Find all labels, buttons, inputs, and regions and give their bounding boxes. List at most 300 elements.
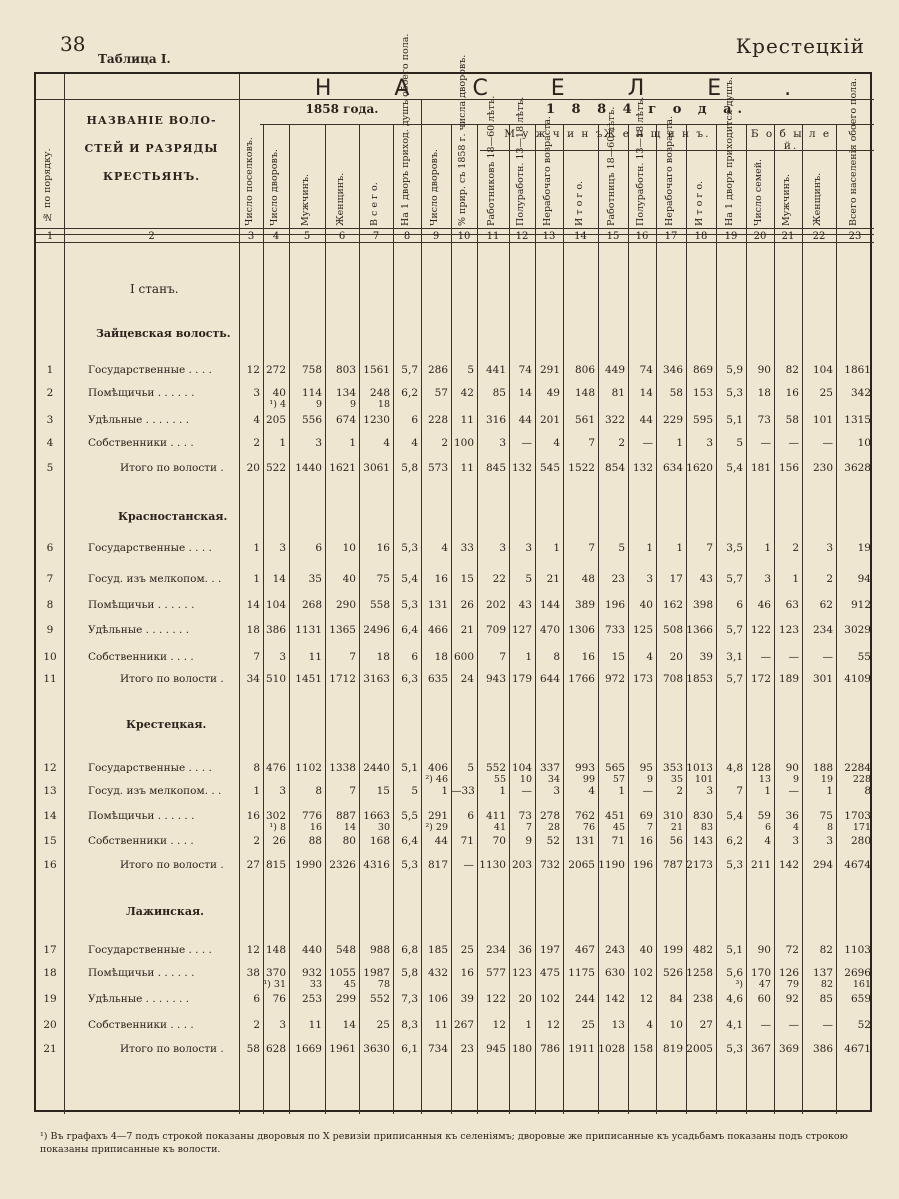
data-cell: 302 — [265, 810, 286, 822]
page-number: 38 — [60, 32, 86, 56]
data-cell: 73 — [518, 810, 532, 822]
data-cell: 4674 — [844, 859, 871, 871]
data-cell: 290 — [335, 599, 356, 611]
row-label: Государственные . . . . — [88, 364, 212, 376]
data-cell: 132 — [632, 462, 653, 474]
data-cell: 854 — [604, 462, 625, 474]
data-cell: 522 — [265, 462, 286, 474]
data-cell: 5,7 — [726, 573, 743, 585]
row-number: 6 — [46, 542, 54, 554]
column-line — [746, 124, 747, 1114]
data-cell: 5 — [525, 573, 532, 585]
data-cell: 35 — [308, 573, 322, 585]
data-cell: 6,2 — [401, 387, 418, 399]
data-sub-cell: 16 — [309, 822, 322, 833]
header-names-2: СТЕЙ И РАЗРЯДЫ — [84, 142, 219, 155]
data-cell: 1669 — [295, 1043, 322, 1055]
data-cell: 5 — [467, 364, 474, 376]
data-cell: 80 — [342, 835, 356, 847]
data-cell: 3 — [646, 573, 653, 585]
data-cell: 196 — [632, 859, 653, 871]
data-cell: 90 — [757, 944, 771, 956]
header-col-label: Нерабочаго возраста. — [664, 115, 675, 226]
data-cell: 2065 — [568, 859, 595, 871]
data-cell: 131 — [574, 835, 595, 847]
header-col-label: Мужчинъ. — [781, 173, 792, 226]
data-cell: 4 — [411, 437, 418, 449]
data-cell: 369 — [778, 1043, 799, 1055]
data-cell: 142 — [604, 993, 625, 1005]
data-cell: — — [642, 437, 653, 449]
data-cell: 82 — [785, 364, 799, 376]
data-cell: 10 — [669, 1019, 683, 1031]
data-sub-cell: 18 — [377, 399, 390, 410]
data-sub-cell: 9 — [349, 399, 356, 410]
data-cell: 92 — [785, 993, 799, 1005]
data-sub-cell: 45 — [612, 822, 625, 833]
data-cell: 733 — [604, 624, 625, 636]
data-cell: 21 — [460, 624, 474, 636]
header-col-label: Число семей. — [753, 158, 764, 226]
data-cell: 1190 — [598, 859, 625, 871]
data-cell: 5 — [618, 542, 625, 554]
data-sub-cell: ³) — [735, 979, 743, 990]
row-label: Удѣльные . . . . . . . — [88, 414, 190, 426]
column-number: 14 — [574, 231, 587, 242]
data-sub-cell: 9 — [315, 399, 322, 410]
data-cell: 2440 — [363, 762, 390, 774]
data-cell: 248 — [369, 387, 390, 399]
data-cell: 1103 — [844, 944, 871, 956]
data-cell: 14 — [518, 387, 532, 399]
data-cell: 1522 — [568, 462, 595, 474]
data-cell: 8 — [253, 762, 260, 774]
data-cell: 4 — [764, 835, 771, 847]
data-cell: 367 — [750, 1043, 771, 1055]
data-cell: 58 — [785, 414, 799, 426]
data-cell: 148 — [265, 944, 286, 956]
data-cell: 243 — [604, 944, 625, 956]
data-cell: 27 — [699, 1019, 713, 1031]
data-cell: 1 — [646, 542, 653, 554]
data-cell: 11 — [460, 414, 474, 426]
data-sub-cell: 78 — [377, 979, 390, 990]
column-line — [509, 124, 510, 1114]
column-number: 2 — [148, 231, 155, 242]
data-cell: 1451 — [295, 673, 322, 685]
data-cell: 63 — [785, 599, 799, 611]
column-line — [325, 124, 326, 1114]
data-sub-cell: ²) 29 — [425, 822, 448, 833]
data-cell: 6 — [736, 599, 743, 611]
header-names-1: НАЗВАНІЕ ВОЛО- — [86, 114, 217, 127]
data-cell: 6 — [253, 993, 260, 1005]
data-cell: 134 — [335, 387, 356, 399]
data-cell: 42 — [460, 387, 474, 399]
data-cell: 46 — [757, 599, 771, 611]
data-sub-cell: ¹) 4 — [269, 399, 286, 410]
data-cell: 74 — [518, 364, 532, 376]
header-col-label: Женщинъ. — [812, 172, 823, 226]
footnote: ¹) Въ графахъ 4—7 подъ строкой показаны дворовыя по X ревизіи приписанныя къ селеніямъ; дворовые же приписанные къ усадьбамъ показаны подъ строкою показаны приписанные къ волости. — [40, 1131, 848, 1155]
row-label: Удѣльные . . . . . . . — [88, 993, 190, 1005]
data-cell: 346 — [662, 364, 683, 376]
data-cell: 5 — [411, 785, 418, 797]
data-cell: 188 — [812, 762, 833, 774]
column-line — [535, 124, 536, 1114]
data-cell: 887 — [335, 810, 356, 822]
header-col-label: И т о г о. — [573, 180, 585, 226]
data-cell: 71 — [611, 835, 625, 847]
data-cell: 21 — [546, 573, 560, 585]
data-cell: 5,3 — [726, 387, 743, 399]
data-cell: 1 — [676, 542, 683, 554]
data-cell: 845 — [485, 462, 506, 474]
data-cell: 12 — [546, 1019, 560, 1031]
data-cell: 635 — [427, 673, 448, 685]
row-label: Государственные . . . . — [88, 944, 212, 956]
data-cell: 49 — [546, 387, 560, 399]
data-cell: 548 — [335, 944, 356, 956]
data-cell: 6 — [411, 414, 418, 426]
data-cell: 153 — [692, 387, 713, 399]
data-cell: 11 — [308, 1019, 322, 1031]
column-number: 17 — [664, 231, 678, 242]
data-cell: 278 — [539, 810, 560, 822]
column-line — [686, 124, 687, 1114]
row-label: Собственники . . . . — [88, 1019, 194, 1031]
data-cell: 44 — [434, 835, 448, 847]
row-number: 10 — [43, 651, 57, 663]
data-cell: 230 — [812, 462, 833, 474]
data-cell: 552 — [369, 993, 390, 1005]
row-number: 3 — [46, 414, 54, 426]
data-cell: 1 — [349, 437, 356, 449]
data-cell: 370 — [265, 967, 286, 979]
data-cell: 18 — [757, 387, 771, 399]
header-col-label: В с е г о. — [369, 182, 380, 226]
data-cell: 4109 — [844, 673, 871, 685]
data-cell: 6 — [411, 651, 418, 663]
data-cell: 3163 — [363, 673, 390, 685]
data-cell: 5,1 — [401, 762, 418, 774]
data-cell: — — [788, 437, 799, 449]
column-line — [656, 124, 657, 1114]
data-cell: 82 — [819, 944, 833, 956]
data-cell: 1 — [553, 542, 560, 554]
data-cell: 180 — [511, 1043, 532, 1055]
column-number: 4 — [272, 231, 280, 242]
data-cell: 12 — [639, 993, 653, 1005]
header-col-label: Работницъ 18—60 лѣтъ. — [606, 106, 617, 226]
row-label: Итого по волости . — [120, 462, 224, 474]
header-col-label: Женщинъ. — [335, 172, 346, 226]
data-cell: 2 — [441, 437, 448, 449]
data-sub-cell: 161 — [852, 979, 871, 990]
data-sub-cell: 45 — [343, 979, 356, 990]
header-col-label: Число дворовъ. — [269, 149, 280, 226]
header-year-1858: 1858 года. — [305, 102, 379, 116]
header-women: Ж е н щ и н ъ. — [603, 128, 711, 140]
section-stan: I станъ. — [130, 282, 179, 296]
data-cell: 1 — [792, 573, 799, 585]
data-cell: 16 — [460, 967, 474, 979]
data-cell: 7 — [499, 651, 506, 663]
column-line — [774, 124, 775, 1114]
data-cell: 449 — [604, 364, 625, 376]
data-cell: 1230 — [363, 414, 390, 426]
data-cell: 211 — [750, 859, 771, 871]
data-cell: 5 — [736, 437, 743, 449]
data-cell: 342 — [850, 387, 871, 399]
data-cell: 58 — [669, 387, 683, 399]
header-col-label: Число дворовъ. — [429, 149, 440, 226]
data-cell: 337 — [539, 762, 560, 774]
data-cell: 4 — [646, 1019, 653, 1031]
header-col-label: % прир. съ 1858 г. числа дворовъ. — [457, 54, 468, 226]
data-cell: 142 — [778, 859, 799, 871]
data-cell: 2 — [253, 1019, 260, 1031]
row-number: 5 — [46, 462, 54, 474]
data-cell: 33 — [460, 542, 474, 554]
data-cell: 762 — [574, 810, 595, 822]
column-line — [628, 124, 629, 1114]
data-cell: 40 — [342, 573, 356, 585]
data-cell: 16 — [376, 542, 390, 554]
data-cell: 1338 — [329, 762, 356, 774]
data-cell: 932 — [301, 967, 322, 979]
data-cell: 758 — [301, 364, 322, 376]
data-cell: — — [822, 651, 833, 663]
data-cell: 40 — [272, 387, 286, 399]
header-line — [36, 228, 874, 229]
data-sub-cell: 7 — [646, 822, 653, 833]
data-sub-cell: 33 — [309, 979, 322, 990]
data-cell: 14 — [272, 573, 286, 585]
data-cell: 13 — [611, 1019, 625, 1031]
data-cell: 432 — [427, 967, 448, 979]
data-cell: 196 — [604, 599, 625, 611]
row-number: 11 — [43, 673, 57, 685]
data-cell: 2 — [618, 437, 625, 449]
data-cell: 1987 — [363, 967, 390, 979]
data-cell: 1911 — [568, 1043, 595, 1055]
data-sub-cell: 21 — [670, 822, 683, 833]
data-cell: 1853 — [686, 673, 713, 685]
data-cell: 70 — [492, 835, 506, 847]
column-line — [263, 124, 264, 1114]
data-cell: 8,3 — [401, 1019, 418, 1031]
data-cell: — — [521, 785, 532, 797]
data-cell: 526 — [662, 967, 683, 979]
data-cell: 476 — [265, 762, 286, 774]
data-cell: 14 — [639, 387, 653, 399]
row-label: Итого по волости . — [120, 859, 224, 871]
data-cell: 6,2 — [726, 835, 743, 847]
data-cell: 81 — [611, 387, 625, 399]
data-cell: 776 — [301, 810, 322, 822]
data-cell: 4 — [553, 437, 560, 449]
data-cell: 55 — [857, 651, 871, 663]
data-cell: 26 — [272, 835, 286, 847]
data-cell: — — [642, 785, 653, 797]
data-sub-cell: 10 — [519, 774, 532, 785]
data-cell: 122 — [750, 624, 771, 636]
data-cell: 158 — [632, 1043, 653, 1055]
data-cell: 988 — [369, 944, 390, 956]
data-cell: 322 — [604, 414, 625, 426]
data-cell: 674 — [335, 414, 356, 426]
data-cell: 2005 — [686, 1043, 713, 1055]
data-cell: 3 — [525, 542, 532, 554]
data-cell: 817 — [427, 859, 448, 871]
data-cell: 6,1 — [401, 1043, 418, 1055]
data-cell: 148 — [574, 387, 595, 399]
data-cell: 7 — [253, 651, 260, 663]
data-cell: 7 — [706, 542, 713, 554]
row-number: 12 — [43, 762, 57, 774]
data-cell: 628 — [265, 1043, 286, 1055]
data-cell: 95 — [639, 762, 653, 774]
data-cell: 10 — [857, 437, 871, 449]
data-cell: 3 — [279, 542, 286, 554]
data-cell: 5,3 — [401, 599, 418, 611]
data-cell: 39 — [699, 651, 713, 663]
row-number: 20 — [43, 1019, 57, 1031]
data-cell: 5,5 — [401, 810, 418, 822]
column-number: 9 — [432, 231, 440, 242]
data-cell: 102 — [632, 967, 653, 979]
column-line — [359, 124, 360, 1114]
data-cell: 40 — [639, 944, 653, 956]
data-cell: 451 — [604, 810, 625, 822]
row-number: 17 — [43, 944, 57, 956]
row-number: 1 — [46, 364, 54, 376]
data-cell: 6 — [467, 810, 474, 822]
data-cell: 552 — [485, 762, 506, 774]
data-cell: 7,3 — [401, 993, 418, 1005]
data-cell: 14 — [342, 1019, 356, 1031]
data-cell: 44 — [639, 414, 653, 426]
header-col-label: Полуработн. 13—18 лѣтъ. — [635, 96, 646, 226]
data-cell: 75 — [819, 810, 833, 822]
row-label: Госуд. изъ мелкопом. . . — [88, 785, 222, 797]
data-cell: 595 — [692, 414, 713, 426]
data-cell: 102 — [539, 993, 560, 1005]
header-col-label: И т о г о. — [694, 180, 705, 226]
row-label: Собственники . . . . — [88, 835, 194, 847]
data-cell: 106 — [427, 993, 448, 1005]
data-cell: 101 — [812, 414, 833, 426]
data-cell: 127 — [511, 624, 532, 636]
data-cell: 286 — [427, 364, 448, 376]
row-label: Государственные . . . . — [88, 542, 212, 554]
data-cell: 199 — [662, 944, 683, 956]
data-cell: 4 — [253, 414, 260, 426]
data-cell: 43 — [518, 599, 532, 611]
data-cell: 201 — [539, 414, 560, 426]
data-cell: 786 — [539, 1043, 560, 1055]
data-cell: 75 — [376, 573, 390, 585]
data-cell: 1365 — [329, 624, 356, 636]
row-label: Государственные . . . . — [88, 762, 212, 774]
data-cell: 131 — [427, 599, 448, 611]
data-cell: 972 — [604, 673, 625, 685]
data-cell: 272 — [265, 364, 286, 376]
data-cell: 1620 — [686, 462, 713, 474]
data-cell: 3 — [279, 1019, 286, 1031]
data-sub-cell: ¹) 31 — [263, 979, 286, 990]
data-cell: 185 — [427, 944, 448, 956]
data-cell: 162 — [662, 599, 683, 611]
data-cell: 8 — [553, 651, 560, 663]
data-cell: 3,1 — [726, 651, 743, 663]
data-cell: 467 — [574, 944, 595, 956]
data-cell: 36 — [785, 810, 799, 822]
data-cell: 22 — [492, 573, 506, 585]
data-cell: — — [788, 1019, 799, 1031]
data-cell: — — [521, 437, 532, 449]
row-number: 7 — [46, 573, 54, 585]
data-cell: 470 — [539, 624, 560, 636]
data-cell: 386 — [265, 624, 286, 636]
data-cell: 3 — [792, 835, 799, 847]
section-krestetskaya: Крестецкая. — [126, 718, 207, 731]
data-cell: 1013 — [686, 762, 713, 774]
data-cell: 114 — [301, 387, 322, 399]
row-label: Помѣщичьи . . . . . . — [88, 387, 195, 399]
data-cell: 573 — [427, 462, 448, 474]
data-cell: 2 — [253, 437, 260, 449]
data-cell: 353 — [662, 762, 683, 774]
data-cell: 5 — [467, 762, 474, 774]
data-cell: 8 — [315, 785, 322, 797]
data-cell: 294 — [812, 859, 833, 871]
data-cell: 16 — [246, 810, 260, 822]
data-cell: 1 — [441, 785, 448, 797]
data-cell: 15 — [460, 573, 474, 585]
data-cell: —33 — [451, 785, 475, 797]
data-cell: 1990 — [295, 859, 322, 871]
data-cell: 144 — [539, 599, 560, 611]
data-cell: 869 — [692, 364, 713, 376]
header-line — [260, 124, 874, 125]
data-cell: 912 — [850, 599, 871, 611]
row-number: 18 — [43, 967, 57, 979]
data-cell: 90 — [785, 762, 799, 774]
data-cell: 1440 — [295, 462, 322, 474]
data-cell: 23 — [611, 573, 625, 585]
column-number: 16 — [635, 231, 649, 242]
data-cell: 16 — [785, 387, 799, 399]
data-cell: 1028 — [598, 1043, 625, 1055]
data-cell: 73 — [757, 414, 771, 426]
data-sub-cell: 76 — [582, 822, 595, 833]
data-cell: 44 — [518, 414, 532, 426]
data-cell: 74 — [639, 364, 653, 376]
row-label: Помѣщичьи . . . . . . — [88, 810, 195, 822]
data-cell: 8 — [864, 785, 871, 797]
data-cell: 128 — [750, 762, 771, 774]
data-cell: 2326 — [329, 859, 356, 871]
data-cell: 1 — [525, 651, 532, 663]
data-cell: 123 — [778, 624, 799, 636]
data-cell: 56 — [669, 835, 683, 847]
data-cell: 644 — [539, 673, 560, 685]
data-cell: 84 — [669, 993, 683, 1005]
data-sub-cell: 83 — [700, 822, 713, 833]
data-cell: 545 — [539, 462, 560, 474]
